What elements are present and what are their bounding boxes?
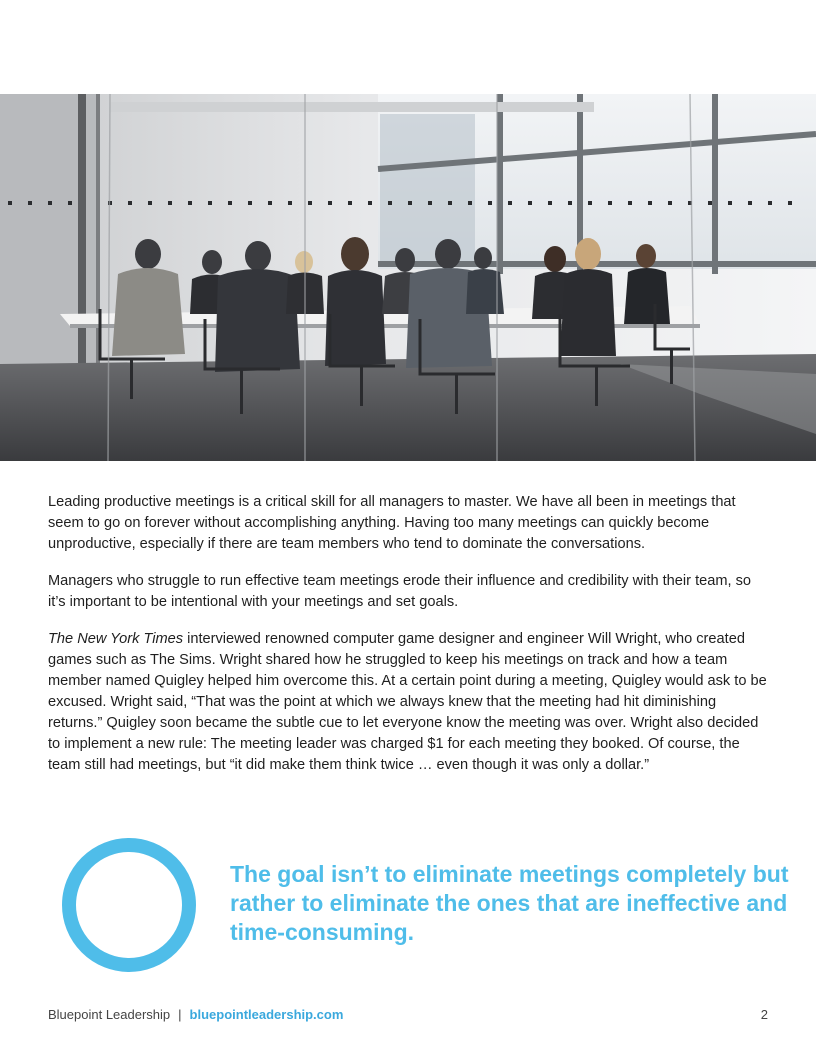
footer-separator: | [178, 1007, 182, 1022]
pull-quote: The goal isn’t to eliminate meetings completely but rather to eliminate the ones that are ineffective and time-consuming. [230, 861, 789, 945]
publication-name: The New York Times [48, 631, 184, 647]
paragraph-1: Leading productive meetings is a critical skill for all managers to master. We have all been in meetings that seem to go on forever without accomplishing anything. Having too many meetings can quickly become unproductive, especially if there are team members who tend to dominate the conversations. [48, 494, 736, 552]
footer [48, 1007, 768, 1022]
meeting-photo [0, 94, 816, 461]
footer-url-link[interactable]: bluepointleadership.com [189, 1007, 344, 1022]
paragraph-2: Managers who struggle to run effective team meetings erode their influence and credibility with their team, so it’s important to be intentional with your meetings and set goals. [48, 573, 752, 610]
paragraph-3-text: interviewed renowned computer game designer and engineer Will Wright, who created games such as The Sims. Wright shared how he struggled to keep his meetings on track and how a team member named Quigley helped him overcome this. At a certain point during a meeting, Quigley would ask to be excused. Wright said, “That was the point at which we always knew that the meeting had hit diminishing returns.” Quigley soon became the subtle cue to let everyone know the meeting was over. Wright also decided to implement a new rule: The meeting leader was charged $1 for each meeting they booked. Of course, the team still had meetings, but “it did make them think twice … even though it was only a dollar.” [48, 631, 767, 773]
callout-ring-icon [62, 838, 196, 972]
meeting-photo-icon [0, 94, 816, 461]
body-text [48, 492, 772, 792]
page-number: 2 [760, 1007, 768, 1022]
paragraph-3 [48, 629, 772, 776]
footer-brand: Bluepoint Leadership [48, 1007, 171, 1022]
